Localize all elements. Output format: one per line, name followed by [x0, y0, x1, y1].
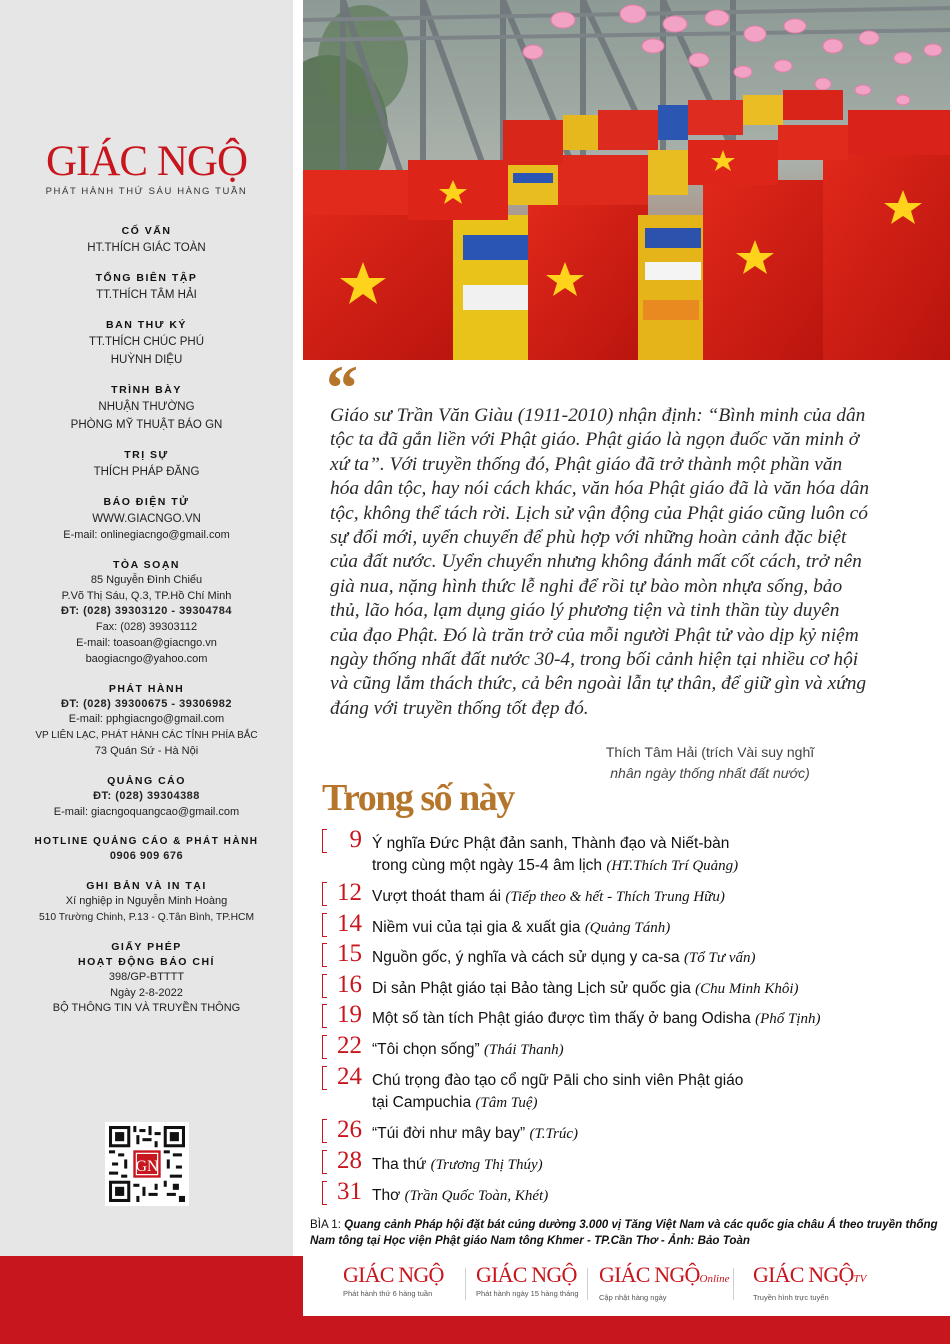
toc-item-title: “Tôi chọn sống” [372, 1041, 480, 1058]
credit-bao-dien-tu: BÁO ĐIỆN TỬ WWW.GIACNGO.VN E-mail: onlinegiacngo@gmail.com [0, 495, 293, 544]
caption-label: BÌA 1: [310, 1218, 341, 1231]
qr-code[interactable] [105, 1122, 189, 1206]
credit-toa-soan: TÒA SOẠN 85 Nguyễn Đình Chiểu P.Võ Thị Sáu, Q.3, TP.Hồ Chí Minh ĐT: (028) 39303120 - 39304784 Fax: (028) 39303112 E-mail: toasoan@giacngo.vn baogiacngo@yahoo.com [0, 558, 293, 668]
credits-list [0, 224, 293, 1031]
qr-code-icon [109, 1126, 185, 1202]
toc-item-author: (Thái Thanh) [484, 1042, 564, 1058]
brand-online[interactable] [599, 1262, 730, 1302]
toc-page-number: 31 [322, 1178, 362, 1206]
toc-page-number: 19 [322, 1001, 362, 1029]
cover-caption [310, 1217, 950, 1248]
toc-page-number: 14 [322, 910, 362, 938]
toc-item-title: “Túi đời như mây bay” [372, 1125, 526, 1142]
email-link[interactable]: E-mail: giacngoquangcao@gmail.com [53, 805, 240, 818]
toc-item-title: Thơ [372, 1187, 401, 1204]
toc-page-number: 12 [322, 879, 362, 907]
toc-page-number: 22 [322, 1032, 362, 1060]
toc-page-number: 16 [322, 971, 362, 999]
toc-item-title: Vượt thoát tham ái [372, 888, 502, 905]
toc-item-title: Một số tàn tích Phật giáo được tìm thấy ở bang Odisha [372, 1010, 751, 1027]
credit-trinh-bay: TRÌNH BÀY NHUẬN THƯỜNG PHÒNG MỸ THUẬT BÁO GN [70, 384, 223, 431]
toc-page-number: 24 [322, 1063, 362, 1091]
bridge-flags-photo [303, 0, 950, 360]
email-link[interactable]: E-mail: onlinegiacngo@gmail.com [63, 529, 230, 541]
toc-item-author: (Trần Quốc Toàn, Khét) [404, 1188, 549, 1204]
brand-name: GIÁC NGỘ [753, 1262, 854, 1287]
credit-tong-bien-tap: TỔNG BIÊN TẬP TT.THÍCH TÂM HẢI [95, 272, 198, 301]
brand-name: GIÁC NGỘ [476, 1262, 577, 1287]
toc-item-title: Niềm vui của tại gia & xuất gia [372, 919, 581, 936]
toc-page-number: 9 [322, 826, 362, 854]
toc-item-author: (Tâm Tuệ) [475, 1095, 538, 1111]
divider [733, 1268, 734, 1300]
toc-item-author: (Trương Thị Thúy) [430, 1157, 543, 1173]
toc-item-author: (T.Trúc) [529, 1126, 578, 1142]
brand-family [303, 1262, 950, 1308]
toc-item-author: (Phổ Tịnh) [755, 1011, 821, 1027]
toc-item-title: Chú trọng đào tạo cổ ngữ Pāli cho sinh viên Phật giáo [372, 1072, 744, 1089]
brand-suffix: TV [853, 1273, 867, 1285]
email-link[interactable]: E-mail: toasoan@giacngo.vn [76, 636, 217, 649]
publication-logo: GIÁC NGỘ [45, 138, 248, 185]
toc-item-title: Nguồn gốc, ý nghĩa và cách sử dụng y ca-sa [372, 949, 680, 966]
credit-phat-hanh: PHÁT HÀNH ĐT: (028) 39300675 - 39306982 E-mail: pphgiacngo@gmail.com VP LIÊN LẠC, PHÁT HÀNH CÁC TỈNH PHÍA BẮC 73 Quán Sứ - Hà Nội [0, 682, 293, 760]
quote-mark-icon: “ [326, 352, 358, 423]
brand-name: GIÁC NGỘ [599, 1262, 700, 1287]
toc-item-author: (Tiếp theo & hết - Thích Trung Hữu) [505, 889, 725, 905]
brand-subtitle: Truyền hình trực tuyến [753, 1293, 829, 1302]
credit-ban-thu-ky: BAN THƯ KÝ TT.THÍCH CHÚC PHÚ HUỲNH DIỆU [89, 319, 204, 366]
quote-attribution: Thích Tâm Hải (trích Vài suy nghĩ nhân ngày thống nhất đất nước) [605, 744, 815, 781]
toc-page-number: 15 [322, 940, 362, 968]
toc-item-author: (Tổ Tư vấn) [683, 950, 756, 966]
brand-monthly[interactable] [476, 1262, 579, 1298]
brand-subtitle: Phát hành thứ 6 hàng tuần [343, 1289, 433, 1298]
toc-item-title: Ý nghĩa Đức Phật đản sanh, Thành đạo và Niết-bàn [372, 835, 730, 852]
divider [587, 1268, 588, 1300]
toc-item-author: (Quảng Tánh) [584, 920, 671, 936]
masthead-sidebar [0, 0, 293, 1256]
toc-title: Trong số này [322, 777, 514, 819]
website-link[interactable]: WWW.GIACNGO.VN [92, 513, 201, 525]
toc-page-number: 26 [322, 1116, 362, 1144]
qr-logo-text: GN [135, 1157, 159, 1175]
credit-co-van: CỐ VẤN HT.THÍCH GIÁC TOÀN [87, 225, 206, 254]
credit-tri-su: TRỊ SỰ THÍCH PHÁP ĐĂNG [93, 449, 200, 478]
email-link[interactable]: E-mail: pphgiacngo@gmail.com [68, 713, 225, 726]
toc-item-author: (Chu Minh Khôi) [695, 981, 799, 997]
brand-name: GIÁC NGỘ [343, 1262, 444, 1287]
toc-item-title: Di sản Phật giáo tại Bảo tàng Lịch sử quốc gia [372, 980, 691, 997]
email-link[interactable]: baogiacngo@yahoo.com [85, 652, 208, 665]
editorial-quote: Giáo sư Trần Văn Giàu (1911-2010) nhận định: “Bình minh của dân tộc ta đã gắn liền với Phật giáo. Phật giáo là ngọn đuốc văn minh ở xứ ta”. Với truyền thống đó, Phật giáo đã trở thành một phần văn hóa dân tộc, hay nói cách khác, văn hóa Phật giáo đã là văn hóa dân tộc, không thể tách rời. Lịch sử vận động của Phật giáo cũng luôn có sự đổi mới, uyển chuyển để phù hợp với những hoàn cảnh đặc biệt của đất nước. Uyển chuyển nhưng không đánh mất cốt cách, trở nên già nua, nặng hình thức lễ nghi để rồi tự bào mòn nhựa sống, bảo thủ, lão hóa, lạm dụng giáo lý phương tiện và tinh thần tùy duyên của đạo Phật. Đó là trăn trở của mỗi người Phật tử vào dịp kỷ niệm ngày thống nhất đất nước 30-4, trong bối cảnh hiện tại nhiều cơ hội và cũng lắm thách thức, cả bên ngoài lẫn tự thân, để giữ gìn và xứng đáng với truyền thống tốt đẹp đó. [330, 405, 870, 719]
brand-tv[interactable] [753, 1262, 866, 1302]
toc-item-title: trong cùng một ngày 15-4 âm lịch [372, 857, 603, 874]
toc-item-title: tại Campuchia [372, 1094, 472, 1111]
toc-item-author: (HT.Thích Trí Quảng) [606, 858, 739, 874]
cover-photo [303, 0, 950, 360]
divider [465, 1268, 466, 1300]
masthead [0, 140, 293, 197]
brand-subtitle: Phát hành ngày 15 hàng tháng [476, 1289, 579, 1298]
brand-suffix: Online [699, 1273, 730, 1285]
brand-subtitle: Cập nhật hàng ngày [599, 1293, 667, 1302]
credit-quang-cao: QUẢNG CÁO ĐT: (028) 39304388 E-mail: giacngoquangcao@gmail.com [0, 774, 293, 821]
toc-item-title: Tha thứ [372, 1156, 427, 1173]
brand-weekly[interactable] [343, 1262, 444, 1298]
publication-tagline: PHÁT HÀNH THỨ SÁU HÀNG TUẦN [45, 186, 248, 197]
credit-giay-phep: GIẤY PHÉP HOẠT ĐỘNG BÁO CHÍ 398/GP-BTTTT Ngày 2-8-2022 BỘ THÔNG TIN VÀ TRUYỀN THÔNG [52, 940, 241, 1015]
caption-text: Quang cảnh Pháp hội đặt bát cúng dường 3.000 vị Tăng Việt Nam và các quốc gia châu Á theo truyền thống Nam tông tại Học viện Phật giáo Nam tông Khmer - TP.Cần Thơ - Ảnh: Bảo Toàn [310, 1218, 938, 1247]
credit-hotline: HOTLINE QUẢNG CÁO & PHÁT HÀNH 0906 909 676 [34, 836, 259, 863]
credit-ghi-ban: GHI BẢN VÀ IN TẠI Xí nghiệp in Nguyễn Minh Hoàng 510 Trường Chinh, P.13 - Q.Tân Bình, TP.HCM [38, 880, 255, 923]
toc-page-number: 28 [322, 1147, 362, 1175]
